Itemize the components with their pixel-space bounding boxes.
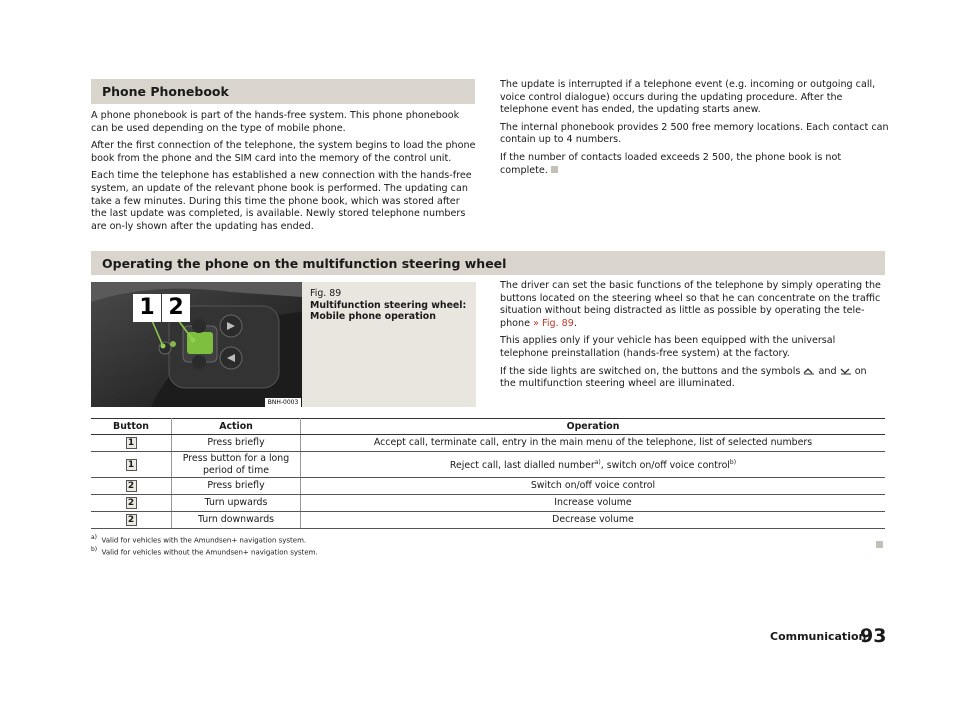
column-header: Button xyxy=(91,419,172,435)
figure-title: Multifunction steering wheel: Mobile phone operation xyxy=(310,299,467,322)
section-header-steering-wheel xyxy=(91,251,885,275)
paragraph: The internal phonebook provides 2 500 free memory locations. Each contact can contain up to 4 numbers. xyxy=(500,121,889,146)
action-cell: Press button for a long period of time xyxy=(172,452,301,478)
table-row xyxy=(91,435,885,452)
operation-cell: Decrease volume xyxy=(301,512,886,529)
phone-up-icon xyxy=(803,367,815,375)
operation-text: , switch on/off voice control xyxy=(600,460,730,472)
button-key: 2 xyxy=(126,497,137,509)
page-number: 93 xyxy=(860,625,887,647)
figure-code: BNH-0003 xyxy=(267,399,299,406)
action-cell: Press briefly xyxy=(172,435,301,452)
operations-table-wrapper xyxy=(91,418,885,529)
button-cell xyxy=(91,495,172,512)
table-header-row xyxy=(91,419,885,435)
action-cell: Turn upwards xyxy=(172,495,301,512)
figure-box xyxy=(91,282,476,407)
paragraph-end: . xyxy=(573,317,577,329)
paragraph: Each time the telephone has established a new connection with the hands-free system, an update of the relevant phone book is performed. The updating can take a few minutes. During this time the phone book, which was stored after the last update was completed, is available. Newly stored telephone numbers are on-ly shown after the updating has ended. xyxy=(91,170,472,232)
operation-cell: Switch on/off voice control xyxy=(301,478,886,495)
table-row xyxy=(91,512,885,529)
footer-section-name: Communication xyxy=(770,630,867,643)
section-header-phonebook xyxy=(91,79,475,104)
steering-wheel-illustration xyxy=(91,282,302,407)
steering-wheel-text xyxy=(500,280,885,396)
button-key: 2 xyxy=(126,480,137,492)
paragraph-text: If the side lights are switched on, the buttons and the symbols xyxy=(500,365,801,377)
section-end-mark xyxy=(876,541,883,548)
operation-cell: Accept call, terminate call, entry in the main menu of the telephone, list of selected numbers xyxy=(301,435,886,452)
paragraph-text: The driver can set the basic functions of the telephone by simply operating the buttons located on the steering wheel so that he can concentrate on the traffic situation without being distracted as little as possible by operating the tele-phone xyxy=(500,280,881,329)
footnote xyxy=(91,545,691,557)
footnote-mark: a) xyxy=(91,534,98,541)
phone-down-icon xyxy=(840,367,852,375)
action-cell: Press briefly xyxy=(172,478,301,495)
button-cell xyxy=(91,452,172,478)
button-cell xyxy=(91,478,172,495)
steering-wheel-image xyxy=(91,282,302,407)
paragraph: A phone phonebook is part of the hands-free system. This phone phonebook can be used depending on the type of mobile phone. xyxy=(91,110,460,134)
footnote-ref: b) xyxy=(729,459,737,467)
paragraph xyxy=(500,280,885,330)
paragraph: After the first connection of the telephone, the system begins to load the phone book from the phone and the SIM card into the memory of the control unit. xyxy=(91,140,476,164)
footnote xyxy=(91,533,691,545)
footnotes xyxy=(91,533,691,558)
column-header: Action xyxy=(172,419,301,435)
callout-2: 2 xyxy=(168,295,184,320)
paragraph: The update is interrupted if a telephone event (e.g. incoming or outgoing call, voice control dialogue) occurs during the updating procedure. After the telephone event has ended, the updating starts anew. xyxy=(500,79,876,116)
table-row xyxy=(91,452,885,478)
column-header: Operation xyxy=(301,419,886,435)
paragraph-text: If the number of contacts loaded exceeds 2 500, the phone book is not complete. xyxy=(500,151,842,176)
button-cell xyxy=(91,435,172,452)
button-key: 1 xyxy=(126,437,137,449)
paragraph xyxy=(500,152,890,177)
button-key: 1 xyxy=(126,459,137,471)
callout-1: 1 xyxy=(139,295,155,320)
footnote-text: Valid for vehicles without the Amundsen+ navigation system. xyxy=(101,548,318,557)
button-cell xyxy=(91,512,172,529)
footnote-mark: b) xyxy=(91,546,98,554)
phonebook-right-column xyxy=(500,79,890,182)
action-cell: Turn downwards xyxy=(172,512,301,529)
operations-table xyxy=(91,418,885,529)
table-row xyxy=(91,495,885,512)
operation-cell: Increase volume xyxy=(301,495,886,512)
table-row xyxy=(91,478,885,495)
paragraph-text: and xyxy=(818,365,837,377)
figure-reference-link[interactable]: » Fig. 89 xyxy=(533,317,574,329)
operation-text: Reject call, last dialled number xyxy=(449,460,595,472)
section-title: Operating the phone on the multifunction steering wheel xyxy=(102,255,507,271)
section-end-mark xyxy=(551,166,558,173)
footnote-text: Valid for vehicles with the Amundsen+ navigation system. xyxy=(101,536,307,545)
figure-caption xyxy=(310,288,470,323)
button-key: 2 xyxy=(126,514,137,526)
paragraph xyxy=(500,366,885,391)
phonebook-left-column xyxy=(91,110,477,238)
paragraph: This applies only if your vehicle has been equipped with the universal telephone preinstallation (hands-free system) at the factory. xyxy=(500,335,836,359)
operation-cell xyxy=(301,452,886,478)
footnote-ref: a) xyxy=(594,459,601,467)
paragraph-text: on the multifunction steering wheel are illuminated. xyxy=(500,365,867,390)
section-title: Phone Phonebook xyxy=(102,84,229,99)
figure-number: Fig. 89 xyxy=(310,288,342,299)
